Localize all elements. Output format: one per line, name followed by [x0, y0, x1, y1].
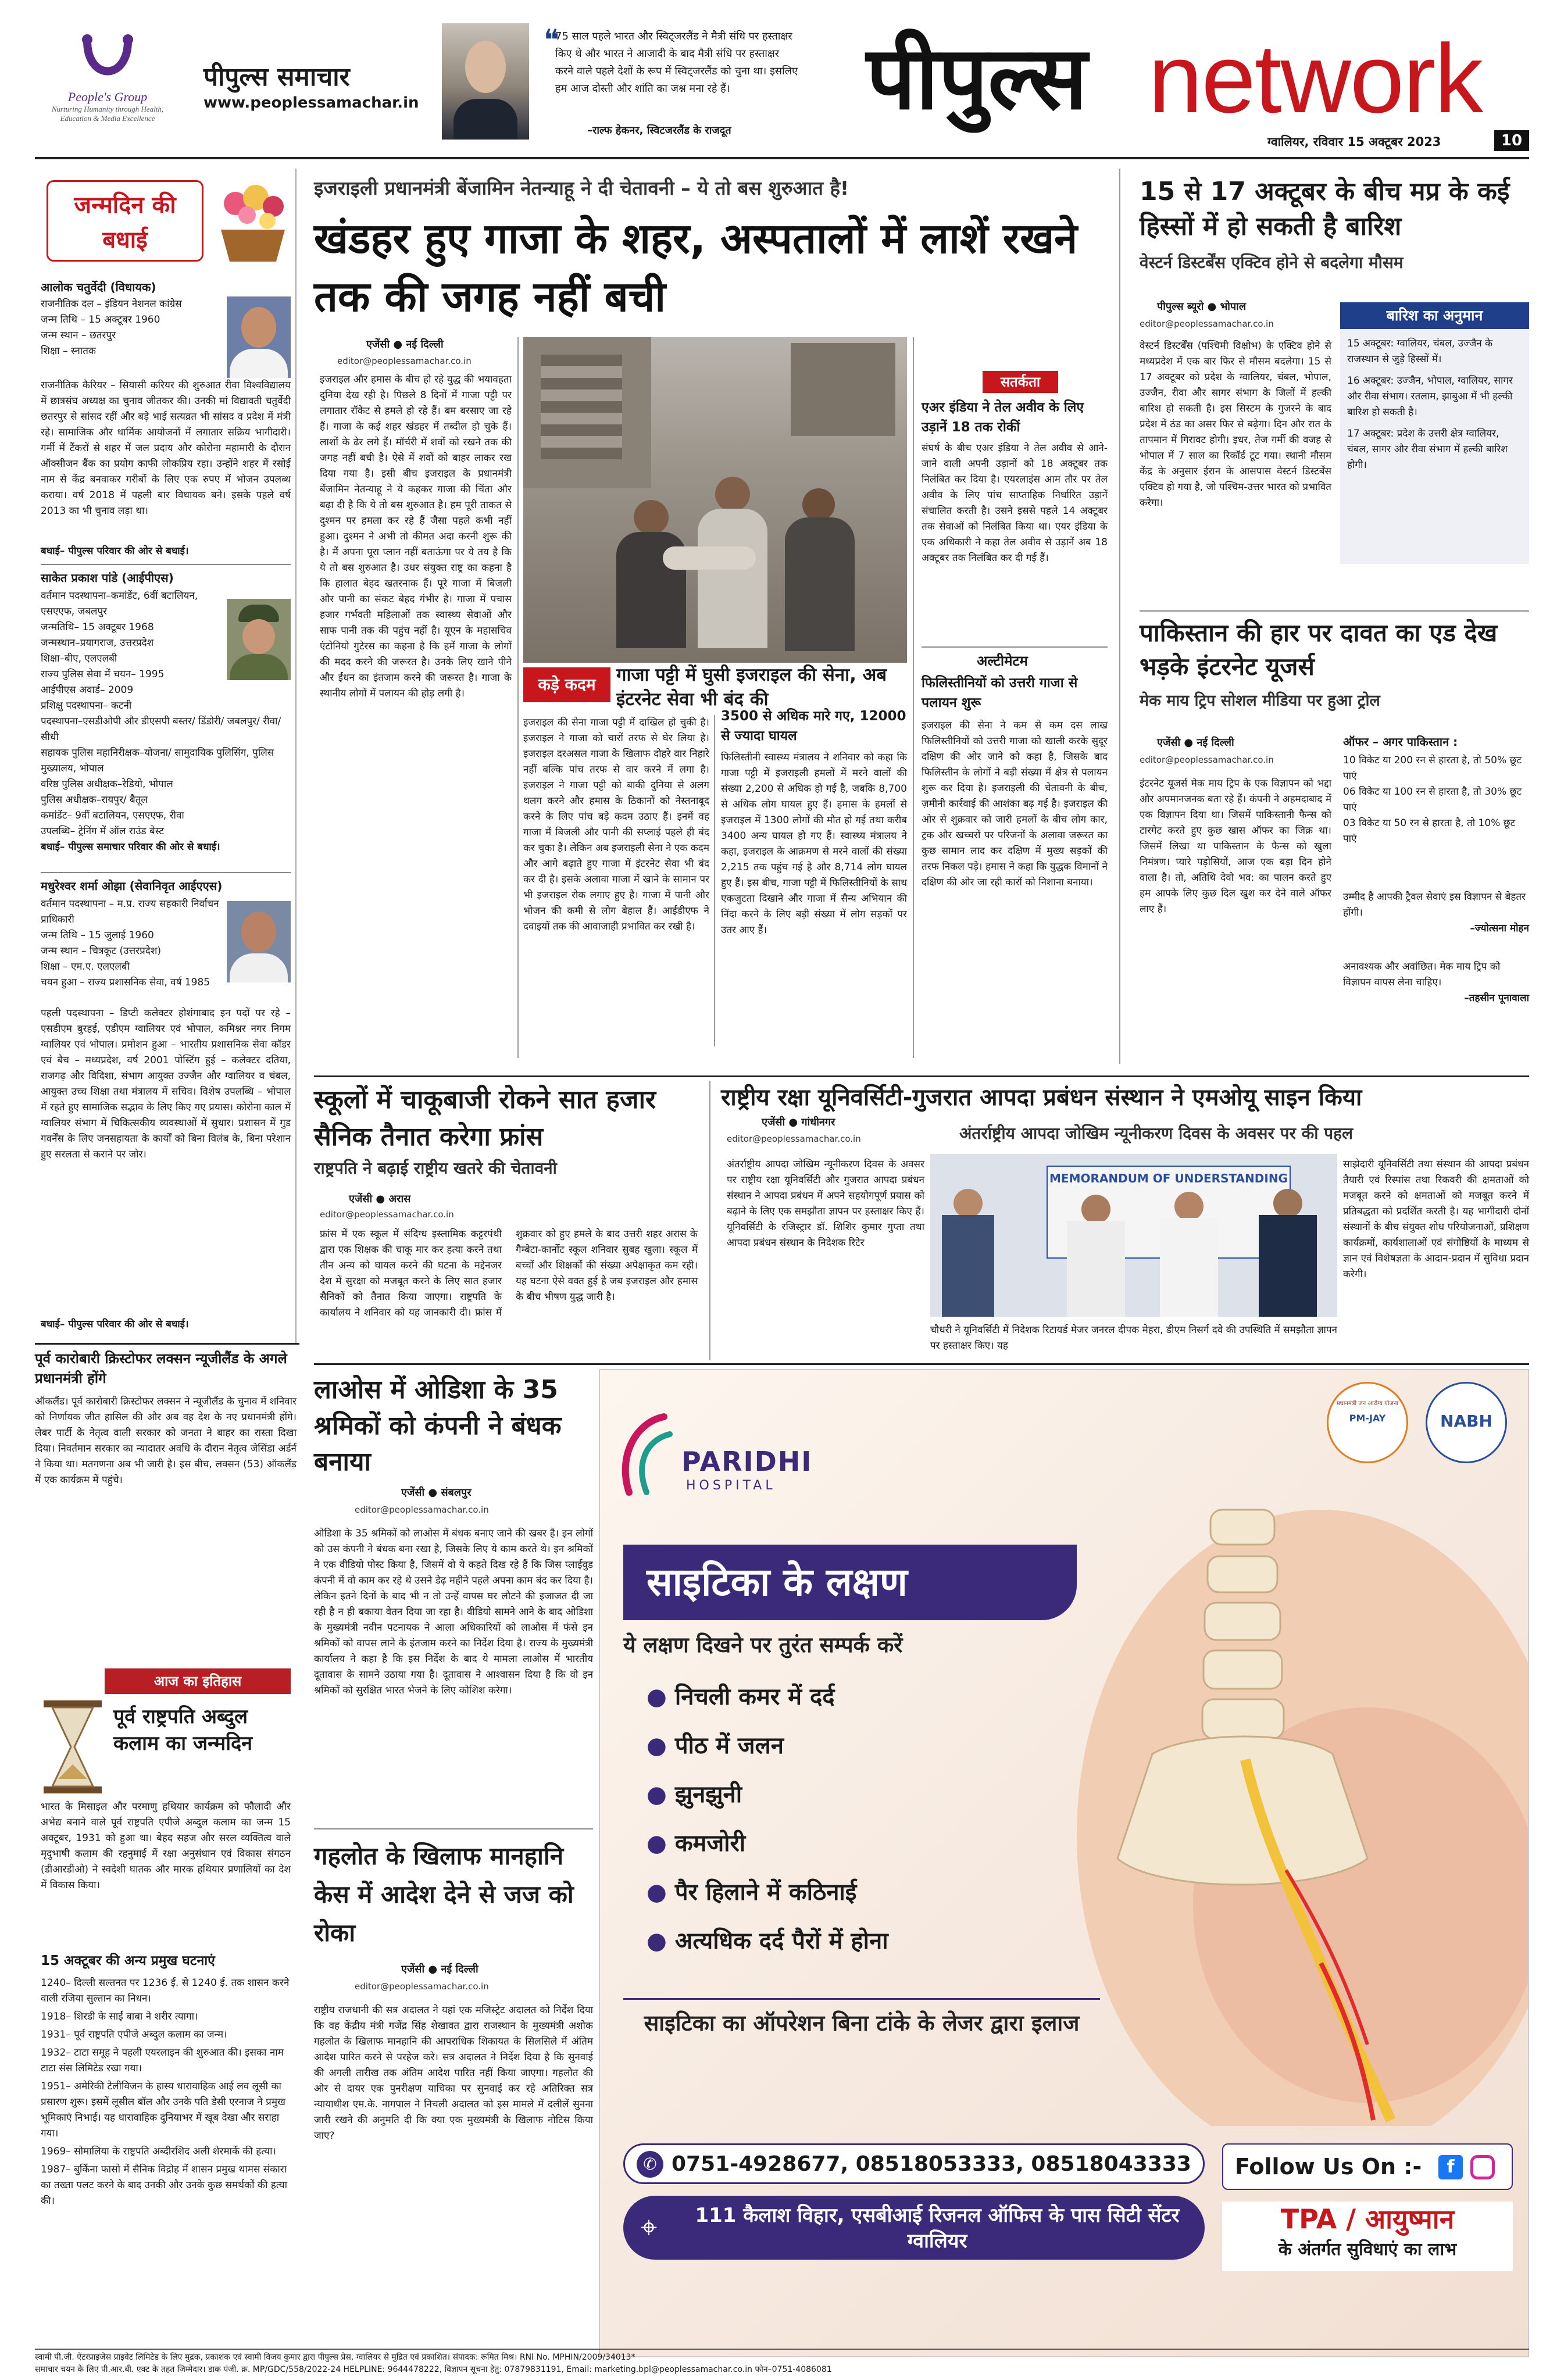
rru-photo [930, 1154, 1337, 1317]
follow-us[interactable] [1222, 2143, 1513, 2190]
pak-reaction-1 [1343, 889, 1529, 937]
fact: जन्म स्थान – चित्रकूट (उत्तरप्रदेश) [41, 945, 162, 957]
column-divider [709, 1081, 710, 1360]
france-subtitle: राष्ट्रपति ने बढ़ाई राष्ट्रीय खतरे की चेतावनी [314, 1159, 557, 1178]
paper-name-small: पीपुल्स समाचार [203, 62, 350, 92]
alert-title: एअर इंडिया ने तेल अवीव के लिए उड़ानें 18 तक रोकीं [922, 400, 1084, 435]
ad-footer-line: साइटिका का ऑपरेशन बिना टांके के लेजर द्वारा इलाज [623, 1998, 1100, 2040]
gaza-body: इजराइल और हमास के बीच हो रहे युद्ध की भयावहता दुनिया देख रही है। पिछले 8 दिनों में गाजा पट्टी पर लगातार रॉकेट से हमले हो रहे हैं। बम बरसाए जा रहे हैं। गाजा के कई शहर खंडहर में तब्दील हो चुके हैं। लाशों के ढेर लगे हैं। मॉर्चरी में शवों को रखने तक की जगह नहीं बची है। ऐसे में शवों को बाहर लाकर रख दिया गया है। इसी बीच इजराइल के प्रधानमंत्री बेंजामिन नेतन्याहू ने ये कहकर गाजा की चिंता और बढ़ा दी है कि ये तो बस शुरुआत है। हम पूरी ताकत से दुश्मन पर हमला कर रहे हैं जैसा पहले कभी नहीं हुआ। दुश्मन ने अभी तो कीमत अदा करनी शुरू की है। मैं अपना पूरा प्लान नहीं बताऊंगा पर ये तय है कि ये तो बस शुरुआत है। उधर संयुक्त राष्ट्र का कहना है कि हालात बेहद खतरनाक हैं। पूरे गाजा में बिजली और पानी का संकट बेहद गंभीर है। गाजा में पचास हजार गर्भवती महिलाओं तक स्वास्थ्य सेवाओं और साफ पानी तक की पहुंच नहीं है। यूएन के महासचिव एंटोनियो गुटेरस का कहना है कि हमें गाजा के लोगों की मदद करने की जरूरत है। उनके लिए खाने पीने और ईंधन का इंतजाम करने की जरूरत है। गाजा के स्थानीय लोगों में पलायन की होड़ लगी है। [320, 374, 512, 699]
list-item: ● झुनझुनी [647, 1781, 742, 1808]
list-item: ● पैर हिलाने में कठिनाई [647, 1879, 857, 1906]
dateline: ग्वालियर, रविवार 15 अक्टूबर 2023 [1267, 135, 1441, 149]
history-tag: आज का इतिहास [105, 1668, 291, 1694]
column-divider [714, 715, 715, 1046]
list-item: ● कमजोरी [647, 1830, 746, 1857]
birthday-person-1-body: राजनीतिक कैरियर – सियासी करियर की शुरुआत रीवा विश्वविद्यालय में छात्रसंघ अध्यक्ष का चुनाव जीतकर की। उनकी मां विद्यावती चतुर्वेदी छतरपुर से सांसद रहीं और बड़े भाई सत्यव्रत भी सांसद व प्रदेश में मंत्री रहे। सामाजिक और धार्मिक आयोजनों में लगातार सक्रिय भागीदारी। गर्मी में टैंकरों से शहर में जल प्रदाय और कोरोना महामारी के दौरान ऑक्सीजन बैंक का प्रयोग काफी लोकप्रिय रहा। उन्होंने शहर में रसोई नाम से केंद्र बनवाकर गरीबों के लिए एक रुपए में भोजन उपलब्ध कराया। वर्ष 2018 में पहली बार विधायक बने। इसके पहले वर्ष 2013 का भी चुनाव लड़ा था। [41, 380, 291, 517]
fact: शिक्षा – स्नातक [41, 345, 96, 357]
fact: पुलिस अधीक्षक–रायपुर/ बैतूल [41, 794, 148, 806]
alert-body: संघर्ष के बीच एअर इंडिया ने तेल अवीव से आने-जाने वाली अपनी उड़ानों को 18 अक्टूबर तक निलंबित कर दिया है। एयरलाइंस आम तौर पर तेल अवीव के लिए पांच साप्ताहिक निर्धारित उड़ानें संचालित करती है। उसने इससे पहले 14 अक्टूबर तक सेवाओं को निलंबित किया था। एयर इंडिया के एक अधिकारी ने कहा तेल अवीव से उड़ानें अब 18 अक्टूबर तक निलंबित कर दी गई हैं। [922, 442, 1108, 564]
rru-subtitle: अंतर्राष्ट्रीय आपदा जोखिम न्यूनीकरण दिवस के अवसर पर की पहल [959, 1124, 1354, 1143]
sidebar-rule [35, 1343, 299, 1345]
location-pin-icon: ⌖ [641, 2210, 658, 2244]
rain-email: editor@peoplessamachar.co.in [1140, 319, 1274, 329]
gaza-kicker: इजराइली प्रधानमंत्री बेंजामिन नेतन्याहू ने दी चेतावनी – ये तो बस शुरुआत है! [314, 177, 849, 199]
rain-box-title: बारिश का अनुमान [1340, 302, 1529, 329]
ultimatum-body: इजराइल की सेना ने कम से कम दस लाख फिलिस्तीनियों को उत्तरी गाजा को खाली करके सुदूर दक्षिण की ओर जाने को कहा है, जिसके बाद फिलिस्तीन के लोगों ने बड़ी संख्या में क्षेत्र से पलायन शुरू कर दिया है। इजराइली की चेतावनी के बीच, ज़मीनी कार्रवाई की आशंका बढ़ गई है। इजराइल की ओर से शुक्रवार को जारी हमलों के बीच लोग कार, ट्रक और खच्चरों पर परिजनों के अलावा जरूरत का कुछ सामान लाद कर दक्षिण में मुख्य सड़कों की तरफ निकल पड़े। हमास ने कहा कि युद्धक विमानों ने दक्षिण की ओर जा रही कारों को निशाना बनाया। [922, 720, 1108, 888]
fact: जन्मस्थान–प्रयागराज, उत्तरप्रदेश [41, 637, 154, 649]
list-item: 1918– शिरडी के साईं बाबा ने शरीर त्यागा। [41, 2011, 198, 2022]
bullet-icon: ● [647, 1684, 675, 1710]
reaction-text: अनावश्यक और अवांछित। मेक माय ट्रिप को विज्ञापन वापस लेना चाहिए। [1343, 961, 1501, 988]
column-divider [517, 337, 519, 1058]
bullet-icon: ● [647, 1830, 675, 1857]
brand-hindi: पीपुल्स [866, 28, 1088, 129]
birthday-person-3-photo [227, 901, 291, 982]
divider [314, 1828, 593, 1829]
brand-network: network [1148, 24, 1483, 133]
birthday-person-1-name: आलोक चतुर्वेदी (विधायक) [41, 280, 156, 294]
list-item: 1987– बुर्किना फासो में सैनिक विद्रोह में शासन प्रमुख थामस संकारा का तख्ता पलट करने के बाद उनकी और उनके कुछ समर्थकों की हत्या की। [41, 2164, 287, 2207]
website-link[interactable]: www.peoplessamachar.in [203, 94, 419, 112]
gaza-photo [523, 337, 907, 663]
fact: प्रशिक्षु पदस्थापना– कटनी [41, 700, 132, 712]
list-item: 1932– टाटा समूह ने पहली एयरलाइन की शुरुआत की। इसका नाम टाटा संस लिमिटेड रखा गया। [41, 2047, 284, 2074]
rru-caption: चौधरी ने यूनिवर्सिटी में निदेशक रिटायर्ड मेजर जनरल दीपक मेहरा, डीएम निसर्ग दवे की उपस्थिति में समझौता ज्ञापन पर हस्ताक्षर किए। यह [930, 1324, 1337, 1352]
luxon-body: ऑकलैंड। पूर्व कारोबारी क्रिस्टोफर लक्सन ने न्यूजीलैंड के चुनाव में शनिवार को निर्णायक जीत हासिल की और अब वह देश के नए प्रधानमंत्री होंगे। लेबर पार्टी के नेतृत्व वाली सरकार को जनता ने बाहर का रास्ता दिखा दिया। निवर्तमान सरकार का न्यादातर अवधि के दौरान नेतृत्व जेसिंडा अर्डर्न ने किया था। मतगणना अब भी जारी है। इस बीच, लक्सन (53) ऑकलैंड में एक कार्यक्रम में पहुंचे। [35, 1396, 297, 1486]
gaza-stat-title: 3500 से अधिक मारे गए, 12000 से ज्यादा घायल [721, 709, 906, 744]
rain-byline: पीपुल्स ब्यूरो ● भोपाल [1157, 301, 1247, 313]
laos-email: editor@peoplessamachar.co.in [355, 1505, 489, 1515]
history-body: भारत के मिसाइल और परमाणु हथियार कार्यक्रम को फौलादी और अभेद्य बनाने वाले पूर्व राष्ट्रपति एपीजे अब्दुल कलाम का जन्म 15 अक्टूबर, 1931 को हुआ था। बेहद सहज और सरल व्यक्तित्व वाले मृदुभाषी कलाम की रहनुमाई में रक्षा अनुसंधान एवं विकास संगठन (डीआरडीओ) ने स्वदेशी घातक और मारक हथियार प्रणालियों का देश में विकास किया। [41, 1801, 291, 1891]
history-section [35, 1668, 297, 2343]
horseshoe-logo-icon [76, 29, 140, 87]
pak-offers [1343, 753, 1529, 847]
pak-title: पाकिस्तान की हार पर दावत का एड देख भड़के इंटरनेट यूजर्स [1140, 619, 1498, 681]
ultimatum-tag: अल्टीमेटम [977, 653, 1028, 669]
imprint-line-2: समाचार चयन के लिए पी.आर.बी. एक्ट के तहत जिम्मेदार। डाक पंजी. क्र. MP/GDC/558/2022-24 HELPLINE: 9644478222, विज्ञापन सूचना हेतु: 07879831191, Email: marketing.bpl@peoplessamachar.co.in फोन–0751-4086081 [35, 2365, 832, 2374]
rru-body-2: साझेदारी यूनिवर्सिटी तथा संस्थान की आपदा प्रबंधन तैयारी एवं रिस्पांस तथा रिकवरी की क्षमताओं को मजबूत करने को क्षमताओं को मजबूत करने में प्रतिबद्धता को प्रदर्शित करती है। यह भागीदारी दोनों संस्थानों के बीच संयुक्त शोध परियोजनाओं, प्रशिक्षण कार्यक्रमों, कार्यशालाओं एवं संगोष्ठियों के माध्यम से ज्ञान एवं विशेषज्ञता के आदान-प्रदान में सुविधा प्रदान करेगी। [1343, 1159, 1529, 1280]
pak-offer-title: ऑफर – अगर पाकिस्तान : [1343, 735, 1458, 749]
fact: चयन हुआ – राज्य प्रशासनिक सेवा, वर्ष 1985 [41, 977, 210, 988]
rain-body: वेस्टर्न डिस्टर्बेंस (पश्चिमी विक्षोभ) के एक्टिव होने से मध्यप्रदेश में एक बार फिर से मौसम बदलेगा। 15 से 17 अक्टूबर को प्रदेश के ग्वालियर, चंबल, भोपाल, उज्जैन, रीवा और सागर संभाग के जिलों में हल्की बारिश हो सकती है। इस सिस्टम के गुजरने के बाद प्रदेश में ठंड का असर फिर से बढ़ेगा। दिन और रात के तापमान में गिरावट होगी। इधर, तेज गर्मी की वजह से भोपाल में 7 साल का रिकॉर्ड टूट गया। स्थानी मौसम केंद्र के अनुसार ईरान के आसपास वेस्टर्न डिस्टर्बेंस एक्टिव हो गया है, जो पश्चिम-उत्तर भारत को प्रभावित करेगा। [1140, 340, 1331, 509]
list-item: ● निचली कमर में दर्द [647, 1684, 835, 1710]
alert-tag: सतर्कता [983, 371, 1058, 393]
fact: जन्मतिथि– 15 अक्टूबर 1968 [41, 621, 154, 633]
reaction-author: –ज्योत्सना मोहन [1470, 923, 1529, 934]
rain-subtitle: वेस्टर्न डिस्टर्बेंस एक्टिव होने से बदलेगा मौसम [1140, 253, 1404, 272]
divider [41, 564, 291, 565]
tpa-sub: के अंतर्गत सुविधाएं का लाभ [1278, 2239, 1457, 2260]
list-item: 15 अक्टूबर: ग्वालियर, चंबल, उज्जैन के राजस्थान से जुड़े हिस्सों में। [1347, 338, 1493, 365]
bullet-icon: ● [647, 1732, 675, 1759]
fact: सहायक पुलिस महानिरीक्षक–योजना/ सामुदायिक पुलिसिंग, पुलिस मुख्यालय, भोपाल [41, 747, 274, 774]
list-item: 16 अक्टूबर: उज्जैन, भोपाल, ग्वालियर, सागर और रीवा संभाग। रतलाम, झाबुआ में भी हल्की बारिश हो सकती है। [1347, 375, 1513, 418]
instagram-icon[interactable] [1470, 2155, 1495, 2179]
fact: राजनीतिक दल – इंडियन नेशनल कांग्रेस [41, 298, 182, 310]
gehlot-byline: एजेंसी ● नई दिल्ली [401, 1963, 478, 1975]
gehlot-body: राष्ट्रीय राजधानी की सत्र अदालत ने यहां एक मजिस्ट्रेट अदालत को निर्देश दिया कि वह केंद्रीय मंत्री गजेंद्र सिंह शेखावत द्वारा राजस्थान के मुख्यमंत्री अशोक गहलोत के खिलाफ मानहानि की आपराधिक शिकायत के सिलसिले में अंतिम आदेश पारित करने से परहेज करे। सत्र अदालत ने निर्देश दिया है कि सुनवाई की अगली तारीख तक अंतिम आदेश पारित नहीं किया जाएगा। गहलोत की ओर से दायर एक पुनरीक्षण याचिका पर सुनवाई कर रहे अतिरिक्त सत्र न्यायाधीश एम.के. नागपाल ने निचली अदालत को इस मामले में दलीलें सुनना जारी रखने की अनुमति दी कि क्या एक मुख्यमंत्री के खिलाफ नोटिस किया जाए? [314, 2004, 593, 2142]
pak-byline: एजेंसी ● नई दिल्ली [1157, 737, 1234, 749]
paridhi-ad[interactable] [599, 1369, 1529, 2357]
bullet-icon: ● [647, 1781, 675, 1808]
fact: राज्य पुलिस सेवा में चयन– 1995 [41, 669, 165, 680]
laos-byline: एजेंसी ● संबलपुर [401, 1486, 472, 1499]
ambassador-photo [442, 23, 529, 140]
reaction-author: –तहसीन पूनावाला [1464, 992, 1529, 1004]
pak-email: editor@peoplessamachar.co.in [1140, 755, 1274, 765]
history-title: पूर्व राष्ट्रपति अब्दुल कलाम का जन्मदिन [113, 1705, 252, 1755]
luxon-story [35, 1349, 297, 1663]
mou-banner: MEMORANDUM OF UNDERSTANDING [1047, 1166, 1291, 1259]
gaza-title: खंडहर हुए गाजा के शहर, अस्पतालों में लाशें रखने तक की जगह नहीं बची [314, 214, 1078, 321]
fact: शिक्षा – एम.ए. एलएलबी [41, 961, 130, 973]
rain-forecast-box [1340, 302, 1529, 564]
birthday-person-3-facts [41, 896, 224, 991]
gehlot-title: गहलोत के खिलाफ मानहानि केस में आदेश देने से जज को रोका [314, 1842, 574, 1947]
phone-bar[interactable] [623, 2143, 1205, 2184]
fact: बधाई– पीपुल्स समाचार परिवार की ओर से बधाई। [41, 841, 220, 853]
ultimatum-title: फिलिस्तीनियों को उत्तरी गाजा से पलायन शुरू [922, 676, 1078, 710]
birthday-person-3-wish: बधाई– पीपुल्स परिवार की ओर से बधाई। [41, 1318, 189, 1330]
group-tagline: Nurturing Humanity through Health, Education & Media Excellence [51, 105, 164, 123]
nabh-seal: NABH [1426, 1382, 1507, 1463]
tpa-box [1222, 2202, 1513, 2271]
tpa-title: TPA / आयुष्मान [1280, 2203, 1455, 2235]
birthday-person-2-name: साकेत प्रकाश पांडे (आईपीएस) [41, 571, 174, 585]
quote-author: –राल्फ हेकनर, स्विटजरलैंड के राजदूत [587, 124, 731, 137]
paridhi-logo-icon [612, 1405, 681, 1498]
hospital-sub: HOSPITAL [686, 1478, 776, 1493]
rru-byline: एजेंसी ● गांधीनगर [762, 1116, 835, 1128]
ad-headline: साइटिका के लक्षण [623, 1545, 1077, 1620]
rru-body: अंतर्राष्ट्रीय आपदा जोखिम न्यूनीकरण दिवस के अवसर पर राष्ट्रीय रक्षा यूनिवर्सिटी और गुजरात आपदा प्रबंधन संस्थान ने आपदा प्रबंधन में अपने सहयोगपूर्ण प्रयास को बढ़ाने के लिए एक समझौता ज्ञापन पर हस्ताक्षर किए हैं। यूनिवर्सिटी के रजिस्ट्रार डॉ. शिशिर कुमार गुप्ता तथा आपदा प्रबंधन संस्थान के निदेशक रिटेर [727, 1159, 924, 1249]
birthday-heading [47, 180, 203, 262]
fact: उपलब्धि– ट्रेनिंग में ऑल राउंड बेस्ट [41, 826, 164, 837]
gaza-stat-body: फिलिस्तीनी स्वास्थ्य मंत्रालय ने शनिवार को कहा कि गाजा पट्टी में इजराइली हमलों में मरने वालों की संख्या 2,200 से अधिक हो गई है, जबकि 8,700 से अधिक लोग घायल हुए हैं। हमास के हमलों से इजराइल में 1300 लोगों की मौत हो गई तथा करीब 3400 अन्य घायल हो गए हैं। स्वास्थ्य मंत्रालय ने कहा, इजराइल के आक्रमण से मरने वालों की संख्या 2,215 तक पहुंच गई है और 8,714 लोग घायल हुए हैं। इस बीच, गाजा पट्टी में फिलिस्तीनियों के साथ एकजुटता दिखाने और गाजा में सैन्य अभियान की निंदा करने के लिए बड़ी संख्या में लोग सड़कों पर उतर आए हैं। [721, 752, 907, 936]
fact: आईपीएस अवार्ड– 2009 [41, 684, 134, 696]
quote-text: 75 साल पहले भारत और स्विट्जरलैंड ने मैत्री संधि पर हस्ताक्षर किए थे और भारत ने आजादी के बाद मैत्री संधि पर हस्ताक्षर करने वाले पहले देशों के रूप में स्विट्जरलैंड को चुना था। इसलिए हम आज दोस्ती और शांति का जश्न मना रहे हैं। [555, 30, 798, 95]
gehlot-email: editor@peoplessamachar.co.in [355, 1981, 489, 1992]
birthday-person-1-facts [41, 296, 221, 359]
ad-subline: ये लक्षण दिखने पर तुरंत सम्पर्क करें [623, 1632, 903, 1657]
list-item: 1969– सोमालिया के राष्ट्रपति अब्दीरशिद अली शेरमार्के की हत्या। [41, 2146, 276, 2157]
address-bar [623, 2196, 1205, 2260]
pak-subtitle: मेक माय ट्रिप सोशल मीडिया पर हुआ ट्रोल [1140, 692, 1380, 710]
phone-numbers: 0751-4928677, 08518053333, 08518043333 [672, 2152, 1191, 2176]
birthday-person-1-photo [227, 296, 291, 378]
birthday-person-1-wish: बधाई– पीपुल्स परिवार की ओर से बधाई। [41, 545, 189, 557]
bullet-icon: ● [647, 1879, 675, 1906]
fact: वर्तमान पदस्थापना – म.प्र. राज्य सहकारी निर्वाचन प्राधिकारी [41, 898, 219, 925]
fact: वरिष्ठ पुलिस अधीक्षक–रेडियो, भोपाल [41, 778, 173, 790]
hourglass-icon [41, 1698, 105, 1796]
gaza-byline: एजेंसी ● नई दिल्ली [366, 338, 444, 351]
divider [314, 1363, 1529, 1365]
rain-box-list [1340, 329, 1529, 480]
divider [314, 1075, 1529, 1077]
france-byline: एजेंसी ● अरास [349, 1193, 411, 1205]
imprint-rule [35, 2349, 1529, 2350]
france-title: स्कूलों में चाकूबाजी रोकने सात हजार सैनिक तैनात करेगा फ्रांस [314, 1085, 656, 1152]
birthday-person-3-name: मधुरेश्वर शर्मा ओझा (सेवानिवृत आईएएस) [41, 879, 223, 893]
birthday-section [35, 169, 297, 1343]
column-divider [1119, 169, 1120, 1064]
list-item: ● पीठ में जलन [647, 1732, 784, 1759]
rru-email: editor@peoplessamachar.co.in [727, 1134, 861, 1144]
pak-reaction-2 [1343, 959, 1529, 1006]
gaza-sub-tag: कड़े कदम [523, 667, 610, 702]
symptom-list [647, 1673, 1054, 1966]
france-body: फ्रांस में एक स्कूल में संदिग्ध इस्लामिक कट्टरपंथी द्वारा एक शिक्षक की चाकू मार कर हत्या करने तथा तीन अन्य को घायल करने की घटना के मद्देनजर देश में सुरक्षा को मजबूत करने के लिए सात हजार सैनिकों को तैनात किया जाएगा। राष्ट्रपति के कार्यालय ने शनिवार को यह जानकारी दी। फ्रांस में शुक्रवार को हुए हमले के बाद उत्तरी शहर अरास के गैम्बेटा-कार्नोट स्कूल शनिवार सुबह खुला। स्कूल में बच्चों और शिक्षकों की संख्या अपेक्षाकृत कम रही। यह घटना ऐसे वक्त हुई है जब इजराइल और हमास के बीच भीषण युद्ध जारी है। [320, 1228, 698, 1318]
list-item: 1951– अमेरिकी टेलीविजन के हास्य धारावाहिक आई लव लूसी का प्रसारण शुरू। इसमें लूसील बॉल और उनके पति डेसी एरनाज ने प्रमुख भूमिकाएं निभाई। यह धारावाहिक दुनियाभर में खूब देखा और सराहा गया। [41, 2081, 285, 2139]
reaction-text: उम्मीद है आपकी ट्रैवल सेवाएं इस विज्ञापन से बेहतर होंगी। [1343, 891, 1526, 919]
list-item: 1240– दिल्ली सल्तनत पर 1236 ई. से 1240 ई. तक शासन करने वाली रजिया सुल्तान का निधन। [41, 1977, 290, 2004]
follow-label: Follow Us On :- [1235, 2154, 1422, 2179]
gaza-sub-title: गाजा पट्टी में घुसी इजराइल की सेना, अब इंटरनेट सेवा भी बंद की [616, 664, 887, 710]
address-text: 111 कैलाश विहार, एसबीआई रिजनल ऑफिस के पास सिटी सेंटर ग्वालियर [695, 2204, 1180, 2253]
list-item: 17 अक्टूबर: प्रदेश के उत्तरी क्षेत्र ग्वालियर, चंबल, सागर और रीवा संभाग में हल्की बारिश होगी। [1347, 428, 1508, 471]
gift-basket-image [215, 174, 291, 267]
laos-title: लाओस में ओडिशा के 35 श्रमिकों को कंपनी ने बंधक बनाया [314, 1375, 562, 1477]
fact: पदस्थापना–एसडीओपी और डीएसपी बस्तर/ डिंडोरी/ जबलपुर/ रीवा/ सीधी [41, 716, 281, 743]
list-item: 1931– पूर्व राष्ट्रपति एपीजे अब्दुल कलाम का जन्म। [41, 2029, 227, 2040]
birthday-person-3-body: पहली पदस्थापना – डिप्टी कलेक्टर होशंगाबाद इन पदों पर रहे – एसडीएम बुरहई, एडीएम ग्वालियर एवं भोपाल, कमिश्नर नगर निगम ग्वालियर एवं भोपाल। प्रमोशन हुआ – भारतीय प्रशासनिक सेवा कॉडर एवं बैच – मध्यप्रदेश, वर्ष 2001 पोस्टिंग हुई – कलेक्टर दतिया, राजगढ़ और विदिशा, संभाग आयुक्त उज्जैन और ग्वालियर व चंबल, आयुक्त उच्च शिक्षा तथा मंत्रालय में सचिव। विशेष उपलब्धि – भोपाल में रहते हुए सामाजिक सद्भाव के लिए किए गए प्रयास। कोरोना काल में ग्वालियर संभाग में चिकित्सकीय व्यवस्थाओं में सुधार। प्रशासन में गुड गवर्नेंस के लिए जनसहायता के कार्यों को बिना विलंब के, बिना परेशान हुए सरलता से कराने पर जोर। [41, 1007, 291, 1160]
peoples-group-logo [41, 29, 174, 140]
facebook-icon[interactable]: f [1438, 2155, 1463, 2179]
fact: वर्तमान पदस्थापना–कमांडेंट, 6वीं बटालियन, एसएएफ, जबलपुर [41, 590, 198, 617]
fact: कमांडेंट– 9वीं बटालियन, एसएएफ, रीवा [41, 810, 184, 821]
imprint-line-1: स्वामी पी.जी. ऐंटरप्राइजेस प्राइवेट लिमिटेड के लिए मुद्रक, प्रकाशक एवं स्वामी विजय कुमार द्वारा पीपुल्स प्रेस, ग्वालियर से मुद्रित एवं प्रकाशित। संपादक: रूमित मिश्र। RNI No. MPHIN/2009/34013* [35, 2353, 635, 2362]
events-title: 15 अक्टूबर की अन्य प्रमुख घटनाएं [41, 1953, 215, 1968]
fact: शिक्षा–बीए, एलएलबी [41, 653, 117, 664]
masthead [0, 0, 1557, 174]
gaza-sub-body: इजराइल की सेना गाजा पट्टी में दाखिल हो चुकी है। इजराइल ने गाजा को चारों तरफ से घेर लिया है। इजराइल दरअसल गाजा के खिलाफ दोहरे वार निहारे नहीं बल्कि पांच तरफ से वार करने में लगा है। इजराइल ने गाजा पट्टी को बाकी दुनिया से अलग थलग करने और हमास के ठिकानों को नेस्तनाबूद करने के लिए पांच बड़े कदम उठाए हैं। इनमें वह गाजा में बिजली और पानी की सप्लाई पहले ही बंद कर चुका है। लेकिन अब इजराइली सेना ने एक कदम और आगे बढ़ाते हुए गाजा में इंटरनेट सेवा भी बंद कर दी है। इसके अलावा गाजा में खाने के सामान पर भी इजराइल रोक लगाए हुए है। गाजा में पानी और भोजन की कमी से लोग बेहाल हैं। आईडीएफ ने दवाइयों तक की आवाजाही प्रभावित कर रखी है। [523, 717, 709, 932]
rain-title: 15 से 17 अक्टूबर के बीच मप्र के कई हिस्सों में हो सकती है बारिश [1140, 177, 1510, 241]
birthday-person-2-facts [41, 588, 291, 855]
list-item: 06 विकेट या 100 रन से हारता है, तो 30% छूट पाएं [1343, 786, 1522, 813]
fact: जन्म तिथि – 15 जुलाई 1960 [41, 930, 154, 941]
group-name: People's Group [67, 90, 148, 104]
laos-body: ओडिशा के 35 श्रमिकों को लाओस में बंधक बनाए जाने की खबर है। इन लोगों को उस कंपनी ने बंधक बना रखा है, जिसके लिए ये काम करते थे। इन श्रमिकों ने एक वीडियो पोस्ट किया है, जिसमें वो ये कहते दिख रहे हैं कि जिस प्लाईवुड कंपनी में वो काम कर रहे थे उसने डेढ़ महीने पहले अपना काम बंद कर दिया है। लेकिन इतने दिनों के बाद भी न तो उन्हें वापस घर लौटने की इजाजत दी जा रही है न ही बकाया वेतन दिया जा रहा है। वीडियो सामने आने के बाद ओडिशा के मुख्यमंत्री नवीन पटनायक ने आला अधिकारियों को लाओस में फंसे इन श्रमिकों को वापस लाने के इंतजाम करने का निर्देश दिया है। राज्य के मुख्यमंत्री कार्यालय ने कहा है कि इस निर्देश के बाद ये मामला लाओस में भारतीय दूतावास के सामने उठाया गया है। दूतावास ने आश्वासन दिया है कि वो इन श्रमिकों को सुरक्षित भारत भेजने के लिए कोशिश करेगा। [314, 1528, 593, 1696]
divider [922, 646, 1108, 648]
divider [1140, 610, 1529, 612]
luxon-title: पूर्व कारोबारी क्रिस्टोफर लक्सन न्यूजीलैंड के अगले प्रधानमंत्री होंगे [35, 1350, 287, 1386]
column-divider [913, 337, 914, 1058]
gaza-email: editor@peoplessamachar.co.in [337, 356, 472, 366]
fact: जन्म स्थान – छतरपुर [41, 330, 116, 341]
pak-body: इंटरनेट यूजर्स मेक माय ट्रिप के एक विज्ञापन को भद्दा और अपमानजनक बता रहे हैं। कंपनी ने अहमदाबाद में एक विज्ञापन दिया था। जिसमें पाकिस्तानी फैन्स को टारगेट करते हुए कुछ खास ऑफर का जिक्र था। जिसमें लिखा था पाकिस्तान के फैन्स को खुला निमंत्रण। प्यारे पड़ोसियों, आज एक बड़ा दिन होने वाला है। तो, अतिथि देवो भव: का पालन करते हुए हम आपके लिए कुछ दिल खुश कर देने वाले ऑफर लाए हैं। [1140, 778, 1331, 915]
masthead-rule [35, 157, 1529, 159]
phone-icon: ✆ [637, 2151, 663, 2178]
list-item: 10 विकेट या 200 रन से हारता है, तो 50% छूट पाएं [1343, 755, 1522, 782]
hospital-name: PARIDHI [681, 1446, 813, 1477]
list-item: ● अत्यधिक दर्द पैरों में होना [647, 1928, 888, 1954]
events-list [41, 1975, 291, 2209]
divider [41, 872, 291, 873]
rru-title: राष्ट्रीय रक्षा यूनिवर्सिटी-गुजरात आपदा प्रबंधन संस्थान ने एमओयू साइन किया [721, 1084, 1362, 1111]
list-item: 03 विकेट या 50 रन से हारता है, तो 10% छूट पाएं [1343, 817, 1516, 845]
fact: जन्म तिथि – 15 अक्टूबर 1960 [41, 314, 160, 326]
page-number: 10 [1494, 130, 1529, 151]
quote-mark-icon: ❝ [544, 24, 559, 56]
france-email: editor@peoplessamachar.co.in [320, 1209, 454, 1220]
birthday-title: जन्मदिन की बधाई [74, 192, 176, 253]
pmjay-seal: प्रधानमंत्री जन आरोग्य योजना PM-JAY [1327, 1382, 1408, 1463]
bullet-icon: ● [647, 1928, 675, 1954]
